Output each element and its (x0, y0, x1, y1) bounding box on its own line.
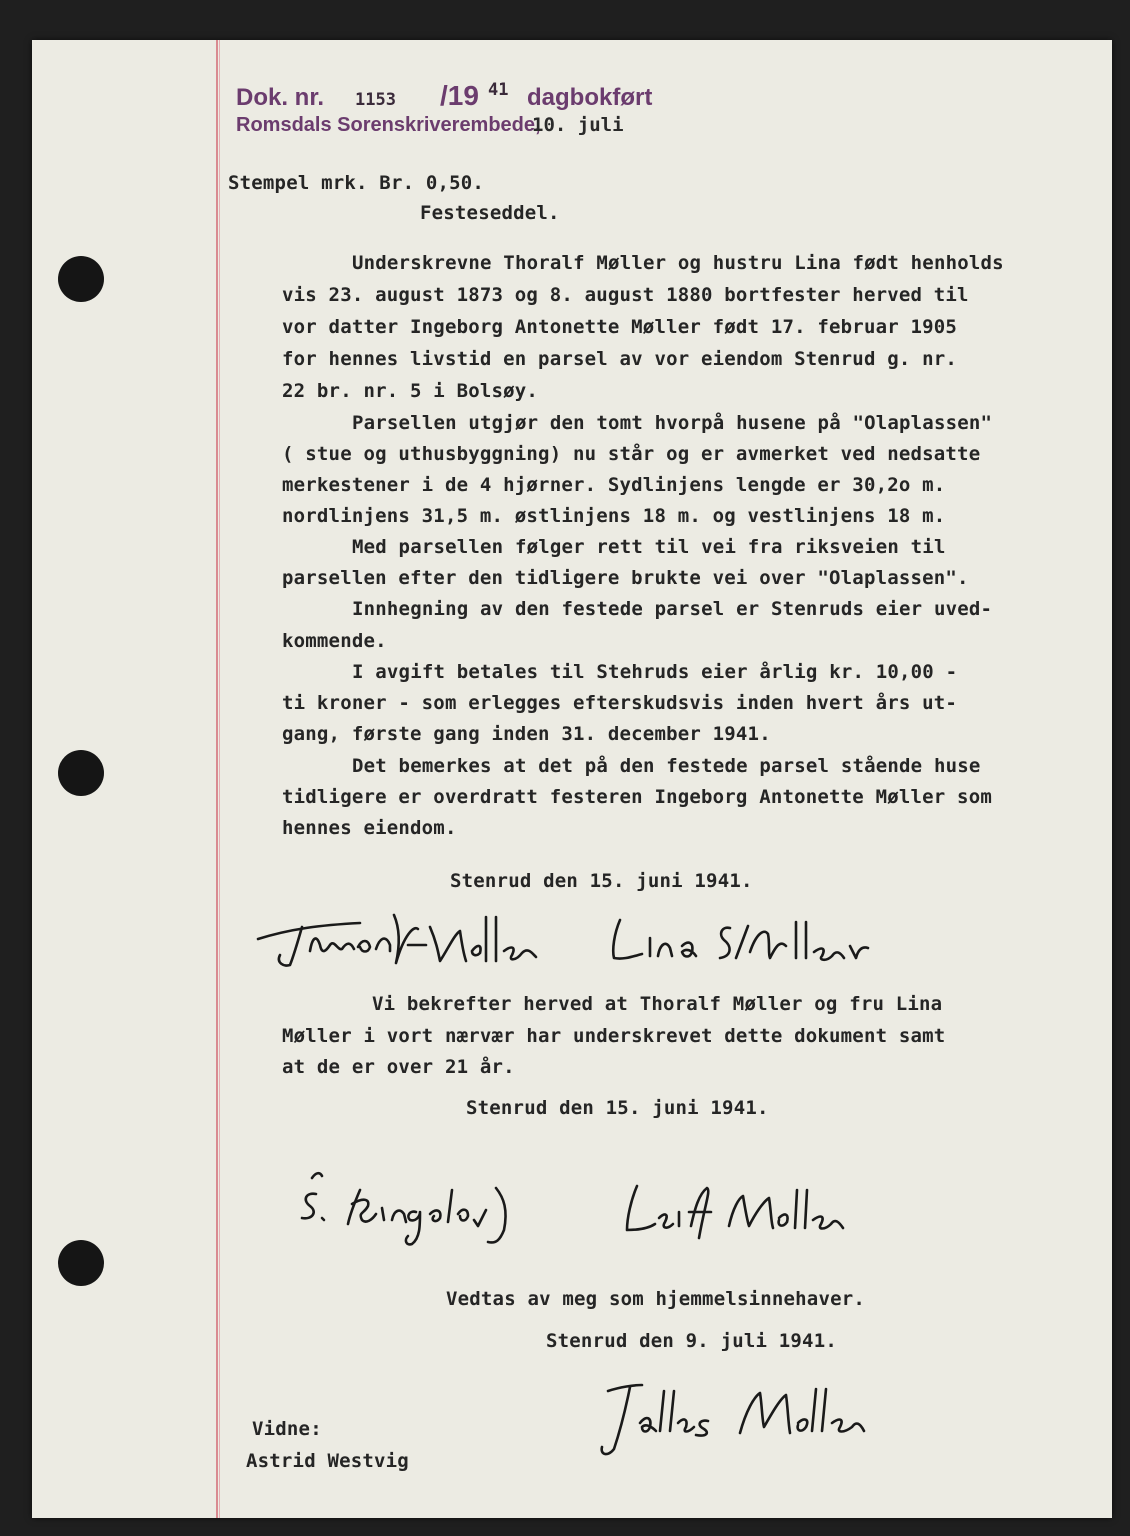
signature-thoralf (250, 905, 590, 980)
witness-line: Møller i vort nærvær har underskrevet dette dokument samt (282, 1025, 946, 1047)
body-line: ( stue og uthusbyggning) nu står og er avmerket ved nedsatte (282, 443, 981, 465)
witness-line: at de er over 21 år. (282, 1056, 515, 1078)
stamp-office: Romsdals Sorenskriverembede, (236, 114, 541, 136)
margin-rule (216, 40, 218, 1518)
body-line: Parsellen utgjør den tomt hvorpå husene på "Olaplassen" (352, 412, 993, 434)
punch-hole-middle (58, 750, 104, 796)
signature-leif (615, 1178, 865, 1253)
body-line: vis 23. august 1873 og 8. august 1880 bortfester herved til (282, 284, 969, 306)
body-line: Med parsellen følger rett til vei fra riksveien til (352, 536, 946, 558)
stamp-year: /19 (440, 80, 479, 111)
body-line: nordlinjens 31,5 m. østlinjens 18 m. og vestlinjens 18 m. (282, 505, 946, 527)
body-line: Innhegning av den festede parsel er Stenruds eier uved- (352, 598, 993, 620)
stamp-registered: dagbokført (527, 84, 653, 111)
place-date-2: Stenrud den 15. juni 1941. (466, 1097, 769, 1119)
punch-hole-top (58, 256, 104, 302)
body-line: Det bemerkes at det på den festede parsel stående huse (352, 755, 981, 777)
body-line: for hennes livstid en parsel av vor eiendom Stenrud g. nr. (282, 348, 958, 370)
witness-label: Vidne: (252, 1418, 322, 1440)
document-title: Festeseddel. (420, 202, 560, 224)
body-line: ti kroner - som erlegges efterskudsvis inden hvert års ut- (282, 692, 958, 714)
body-line: merkestener i de 4 hjørner. Sydlinjens lengde er 30,2o m. (282, 474, 946, 496)
stamp-date: 10. juli (532, 114, 624, 136)
signature-ringstad (290, 1170, 580, 1255)
stamp-year-suffix: 41 (488, 80, 509, 100)
body-line: vor datter Ingeborg Antonette Møller født 17. februar 1905 (282, 316, 958, 338)
body-line: tidligere er overdratt festeren Ingeborg Antonette Møller som (282, 786, 992, 808)
margin-rule-shadow (219, 40, 220, 1518)
body-line: gang, første gang inden 31. december 1941. (282, 723, 771, 745)
body-line: hennes eiendom. (282, 817, 457, 839)
approval-line: Vedtas av meg som hjemmelsinnehaver. (446, 1288, 866, 1310)
punch-hole-bottom (58, 1240, 104, 1286)
body-line: I avgift betales til Stehruds eier årlig kr. 10,00 - (352, 661, 958, 683)
stamp-doc-number: 1153 (355, 90, 396, 110)
place-date-3: Stenrud den 9. juli 1941. (546, 1330, 837, 1352)
witness-line: Vi bekrefter herved at Thoralf Møller og fru Lina (372, 993, 943, 1015)
body-line: 22 br. nr. 5 i Bolsøy. (282, 380, 539, 402)
body-line: parsellen efter den tidligere brukte vei over "Olaplassen". (282, 567, 969, 589)
witness-name: Astrid Westvig (246, 1450, 409, 1472)
place-date-1: Stenrud den 15. juni 1941. (450, 870, 753, 892)
body-line: kommende. (282, 630, 387, 652)
stamp-fee-line: Stempel mrk. Br. 0,50. (228, 172, 485, 194)
body-line: Underskrevne Thoralf Møller og hustru Lina født henholds (352, 252, 1004, 274)
signature-jalles (590, 1375, 900, 1470)
signature-lina (600, 910, 890, 975)
stamp-doc-label: Dok. nr. (236, 84, 325, 111)
